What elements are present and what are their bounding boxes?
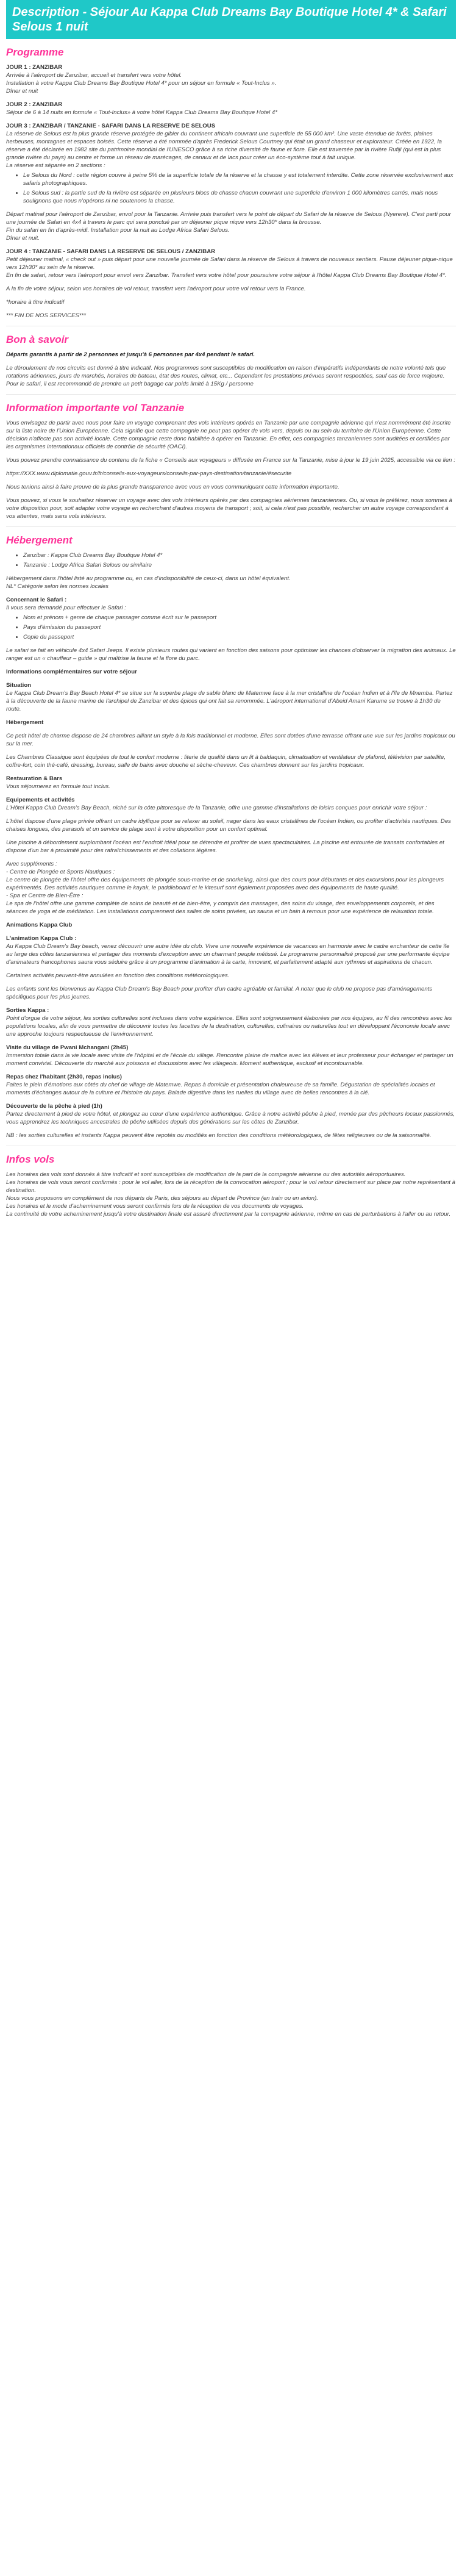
info-paragraph: Vous pouvez prendre connaissance du contenu de la fiche « Conseils aux voyageurs » diffusée en France sur la Tanzanie, mise à jour le 19 juin 2025, accessible via ce lien : [6, 457, 455, 464]
day4-title: JOUR 4 : TANZANIE - SAFARI DANS LA RESERVE DE SELOUS / ZANZIBAR [6, 248, 216, 255]
info-link[interactable]: https://XXX.www.diplomatie.gouv.fr/fr/conseils-aux-voyageurs/conseils-par-pays-destination/tanzanie/#securite [6, 470, 292, 477]
infos-title: Informations complémentaires sur votre séjour [6, 669, 137, 675]
info-tanzanie-heading: Information importante vol Tanzanie [6, 402, 185, 414]
visite-title: Visite du village de Pwani Mchangani (2h45) [6, 1044, 129, 1051]
hotel-item: • Tanzanie : Lodge Africa Safari Selous ou similaire [23, 561, 456, 569]
day3-after: Dîner et nuit. [6, 235, 40, 242]
repas-text: Faites le plein d'émotions aux côtés du chef de village de Matemwe. Repas à domicile et présentation chaleureuse de sa famille. Dégustation de spécialités locales et moments d'échanges autour de la culture et l'histoire du pays. Balade digestive dans les ruelles du village avec de belles rencontres à la clé. [6, 1082, 435, 1096]
situation-title: Situation [6, 682, 32, 689]
divider [6, 394, 456, 395]
infos-vols-heading: Infos vols [6, 1153, 55, 1165]
programme-section [6, 63, 456, 320]
equip-text: L'hôtel dispose d'une plage privée offrant un cadre idyllique pour se relaxer au soleil, nager dans les eaux cristallines de l'océan Indien, ou profiter d'activités nautiques. Des chaises longues, des parasols et un service de plage sont à votre disposition pour un confort optimal. [6, 818, 451, 833]
day1-line: Dîner et nuit [6, 88, 38, 95]
concernant-title: Concernant le Safari : [6, 597, 67, 603]
bon-a-savoir-section [6, 351, 456, 388]
day3-after: Fin du safari en fin d'après-midi. Installation pour la nuit au Lodge Africa Safari Selous. [6, 227, 230, 234]
day1-line: Arrivée à l'aéroport de Zanzibar, accueil et transfert vers votre hôtel. [6, 72, 182, 79]
day2-line: Séjour de 6 à 14 nuits en formule « Tout-Inclus» à votre hôtel Kappa Club Dreams Bay Boutique Hotel 4* [6, 109, 277, 116]
infos-vols-section [6, 1171, 456, 1218]
info-paragraph: Vous pouvez, si vous le souhaitez réserver un voyage avec des vols intérieurs opérés par des compagnies aériennes tanzaniennes. Ou, si vous le préférez, nous sommes à votre disposition pour, soit adapter votre voyage en recherchant d'autres moyens de transport ; soit, si cela n'est pas possible, rechercher un autre voyage correspondant à vos attentes, mais sans vols intérieurs. [6, 497, 452, 520]
info-paragraph: Vous envisagez de partir avec nous pour faire un voyage comprenant des vols intérieurs opérés en Tanzanie par une compagnie aérienne qui n'est nommément été inscrite sur la liste noire de l'Union Européenne. Cela signifie que cette compagnie ne peut pas opérer de vols vers, depuis ou au sein du territoire de l'Union Européenne. Cette décision n'affecte pas son activité locale. Cette compagnie reste donc habilitée à opérer en Tanzanie. En effet, ces compagnies tanzaniennes sont auditées et certifiées par les organismes internationaux officiels de contrôle de sécurité (OACI). [6, 420, 451, 450]
vols-line: Nous vous proposons en complément de nos départs de Paris, des séjours au départ de Province (en train ou en avion). [6, 1195, 318, 1202]
heberg-note: Hébergement dans l'hôtel listé au programme ou, en cas d'indisponibilité de ceux-ci, dans un hôtel équivalent. [6, 575, 291, 582]
day3-bullet: • Le Selous du Nord : cette région couvre à peine 5% de la superficie totale de la réserve et la chasse y est totalement interdite. Cette zone réservée exclusivement aux safaris photographiques. [23, 171, 456, 187]
peche-text: Partez directement à pied de votre hôtel, et plongez au cœur d'une expérience authentique. Grâce à notre activité pêche à pied, menée par des pêcheurs locaux passionnés, vous apprendrez les techniques ancestrales de pêche utilisées depuis des générations sur les côtes de Zanzibar. [6, 1111, 455, 1125]
equip-title: Equipements et activités [6, 797, 75, 803]
day3-after: Départ matinal pour l'aéroport de Zanzibar, envol pour la Tanzanie. Arrivée puis transfert vers le point de départ du Safari de la réserve de Selous (Nyerere). C'est parti pour une journée de Safari en 4x4 à travers le parc qui sera ponctué par un déjeuner pique nique vers 12h30* dans la brousse. [6, 211, 451, 226]
concernant-intro: Il vous sera demandé pour effectuer le Safari : [6, 605, 126, 611]
heberg-text: Les Chambres Classique sont équipées de tout le confort moderne : literie de qualité dans un lit à baldaquin, climatisation et ventilateur de plafond, télévision par satellite, coffre-fort, coin thé-café, dressing, bureau, salle de bains avec douche et sèche-cheveux. Ces chambres donnent sur les jardins tropicaux. [6, 754, 446, 769]
heberg-subtitle: Hébergement [6, 719, 44, 726]
day3-title: JOUR 3 : ZANZIBAR / TANZANIE - SAFARI DANS LA RESERVE DE SELOUS [6, 123, 216, 129]
resto-text: Vous séjournerez en formule tout inclus. [6, 783, 110, 790]
equip-text: L'Hôtel Kappa Club Dream's Bay Beach, niché sur la côte pittoresque de la Tanzanie, offre une gamme d'installations de loisirs conçues pour enrichir votre séjour : [6, 805, 427, 811]
payants-title: Avec suppléments : [6, 861, 57, 867]
day2-title: JOUR 2 : ZANZIBAR [6, 101, 63, 108]
bon-a-savoir-text: Le déroulement de nos circuits est donné à titre indicatif. Nos programmes sont susceptibles de modification en raison d'impératifs indépendants de notre volonté tels que rotations aériennes, jours de marchés, horaires de bateau, état des routes, climat, etc... Cependant les prestations prévues seront respectées, sauf cas de force majeure. [6, 365, 446, 379]
bon-a-savoir-heading: Bon à savoir [6, 334, 69, 345]
anim-text: Au Kappa Club Dream's Bay beach, venez découvrir une autre idée du club. Vivre une nouvelle expérience de vacances en harmonie avec le cadre enchanteur de cette île au large des côtes tanzaniennes et partager des moments d'exception avec un charmant peuple métissé. Le programme personnalisé proposé par une performante équipe d'animateurs francophones saura vous séduire grâce à un programme d'animation à la carte, innovant, et parfaitement adapté aux rythmes et aspirations de chacun. [6, 943, 450, 966]
anim-text: Les enfants sont les bienvenus au Kappa Club Dream's Bay Beach pour profiter d'un cadre agréable et familial. A noter que le club ne propose pas d'aménagements spécifiques pour les plus jeunes. [6, 986, 433, 1000]
situation-text: Le Kappa Club Dream's Bay Beach Hotel 4* se situe sur la superbe plage de sable blanc de Matemwe face à la mer cristalline de l'océan Indien et à l'île de Mnemba. Partez à la découverte de la faune marine de l'archipel de Zanzibar et des épices qui ont fait sa renommée. L'aéroport international d'Abeid Amani Karume se trouve à 1h30 de route. [6, 690, 453, 712]
concernant-item: • Pays d'émission du passeport [23, 623, 456, 631]
visite-text: Immersion totale dans la vie locale avec visite de l'hôpital et de l'école du village. Rencontre plaine de malice avec les élèves et leur professeur pour échanger et partager un moment convivial. Découverte du marché aux poissons et discussions avec les villageois. Moment authentique, exclusif et incontournable. [6, 1052, 453, 1067]
anim-text: Certaines activités peuvent-être annulées en fonction des conditions météorologiques. [6, 972, 230, 979]
resto-title: Restauration & Bars [6, 775, 63, 782]
hebergement-section [6, 551, 456, 1139]
vols-line: Les horaires de vols vous seront confirmés : pour le vol aller, lors de la réception de la convocation aéroport ; pour le vol retour directement sur place par notre représentant à destination. [6, 1179, 455, 1194]
day1-title: JOUR 1 : ZANZIBAR [6, 64, 63, 71]
payants-line: Le centre de plongée de l'hôtel offre des équipements de plongée sous-marine et de snorkeling, ainsi que des cours pour débutants et des excursions pour les plongeurs expérimentés. Des activités nautiques comme le kayak, le paddleboard et le kitesurf sont également proposées avec des équipements de haute qualité. [6, 877, 444, 891]
vols-line: Les horaires des vols sont donnés à titre indicatif et sont susceptibles de modification de la part de la compagnie aérienne ou des autorités aéroportuaires. [6, 1171, 406, 1178]
heberg-note: NL* Catégorie selon les normes locales [6, 583, 108, 590]
payants-line: Le spa de l'hôtel offre une gamme complète de soins de beauté et de bien-être, y compris des massages, des soins du visage, des enveloppements corporels, et des séances de yoga et de méditation. Les installations comprennent des salles de soins privées, un sauna et un bain à remous pour une expérience de relaxation totale. [6, 900, 435, 915]
nb-text: NB : les sorties culturelles et instants Kappa peuvent être repotés ou modifiés en fonction des conditions météorologiques, de fêtes religieuses ou de la saisonnalité. [6, 1132, 432, 1139]
heberg-text: Ce petit hôtel de charme dispose de 24 chambres alliant un style à la fois traditionnel et moderne. Elles sont dotées d'une terrasse offrant une vue sur les jardins tropicaux ou sur la mer. [6, 733, 455, 747]
day3-bullet: • Le Selous sud : la partie sud de la rivière est séparée en plusieurs blocs de chasse chacun couvrant une superficie d'environ 1 000 kilomètres carrés, mais nous soulignons que nous n'opérons ni ne soutenons la chasse. [23, 189, 456, 205]
sorties-title: Sorties Kappa : [6, 1007, 49, 1014]
page [0, 0, 462, 1230]
vols-line: La continuité de votre acheminement jusqu'à votre destination finale est assuré directement par la compagnie aérienne, même en cas de perturbations à l'aller ou au retour. [6, 1211, 451, 1218]
peche-title: Découverte de la pêche à pied (1h) [6, 1103, 102, 1110]
safari-vehicle-text: Le safari se fait en véhicule 4x4 Safari Jeeps. Il existe plusieurs routes qui varient en fonction des saisons pour optimiser les chances d'observer la migration des animaux. Le ranger est un « chauffeur – guide » qui maîtrise la faune et la flore du parc. [6, 647, 456, 662]
day1-line: Installation à votre Kappa Club Dreams Bay Boutique Hotel 4* pour un séjour en formule « Tout-Inclus ». [6, 80, 277, 87]
hebergement-heading: Hébergement [6, 534, 73, 546]
programme-note: *horaire à titre indicatif [6, 299, 65, 306]
sorties-text: Point d'orgue de votre séjour, les sorties culturelles sont incluses dans votre expérience. Elles sont soigneusement élaborées par nos équipes, au fil des rencontres avec les populations locales, afin de vous permettre de découvrir toutes les facettes de la destination, culturelles, culinaires ou naturelles tout en développant l'économie locale avec une approche toujours respectueuse de l'environnement. [6, 1015, 452, 1038]
concernant-item: • Copie du passeport [23, 633, 456, 641]
day4-line: Petit déjeuner matinal, « check out » puis départ pour une nouvelle journée de Safari dans la réserve de Selous à travers de nouveaux sentiers. Pause déjeuner pique-nique vers 12h30* au sein de la réserve. [6, 256, 453, 271]
concernant-item: • Nom et prénom + genre de chaque passager comme écrit sur le passeport [23, 614, 456, 622]
programme-heading: Programme [6, 46, 64, 58]
page-title: Description - Séjour Au Kappa Club Dreams Bay Boutique Hotel 4* & Safari Selous 1 nuit [6, 0, 456, 39]
anim-title: Animations Kappa Club [6, 922, 73, 928]
day5-text: A la fin de votre séjour, selon vos horaires de vol retour, transfert vers l'aéroport pour votre vol retour vers la France. [6, 285, 306, 292]
divider [6, 526, 456, 527]
day3-text: La réserve de Selous est la plus grande réserve protégée de gibier du continent africain couvrant une superficie de 55 000 km². Une vaste étendue de forêts, plaines herbeuses, montagnes et espaces boisés. Cette réserve a été nommée d'après Frederick Selous Courtney qui était un grand chasseur et explorateur. Créée en 1922, la réserve a été déclarée en 1982 site du patrimoine mondial de l'UNESCO grâce à sa riche diversité de faune et flore. Elle est traversée par la rivière Rufiji (qui est la plus grande rivière du pays) au centre et forme un réseau de marécages, de canaux et de lacs pour créer un éco-système tout à fait unique. [6, 131, 442, 161]
equip-text: Une piscine à débordement surplombant l'océan est l'endroit idéal pour se détendre et profiter de vues spectaculaires. La piscine est entourée de transats confortables et dispose d'un bar à proximité pour des rafraîchissements et des collations légères. [6, 839, 444, 854]
repas-title: Repas chez l'habitant (2h30, repas inclus) [6, 1074, 122, 1080]
day4-line: En fin de safari, retour vers l'aéroport pour envol vers Zanzibar. Transfert vers votre hôtel pour poursuivre votre séjour à l'hôtel Kappa Club Dreams Bay Boutique Hotel 4*. [6, 272, 447, 279]
programme-end: *** FIN DE NOS SERVICES*** [6, 312, 86, 319]
vols-line: Les horaires et le mode d'acheminement vous seront confirmés lors de la réception de vos documents de voyages. [6, 1203, 304, 1210]
payants-line: - Spa et Centre de Bien-Être : [6, 892, 84, 899]
info-paragraph: Nous tenions ainsi à faire preuve de la plus grande transparence avec vous en vous communiquant cette information importante. [6, 484, 339, 490]
bon-a-savoir-bold: Départs garantis à partir de 2 personnes et jusqu'à 6 personnes par 4x4 pendant le safari. [6, 351, 255, 358]
day3-intro: La réserve est séparée en 2 sections : [6, 162, 105, 169]
info-tanzanie-section [6, 419, 456, 520]
bon-a-savoir-text: Pour le safari, il est recommandé de prendre un petit bagage car poids limité à 15Kg / personne [6, 381, 254, 387]
hotel-item: • Zanzibar : Kappa Club Dreams Bay Boutique Hotel 4* [23, 551, 456, 559]
anim-subtitle: L'animation Kappa Club : [6, 935, 77, 942]
payants-line: - Centre de Plongée et Sports Nautiques : [6, 869, 115, 875]
